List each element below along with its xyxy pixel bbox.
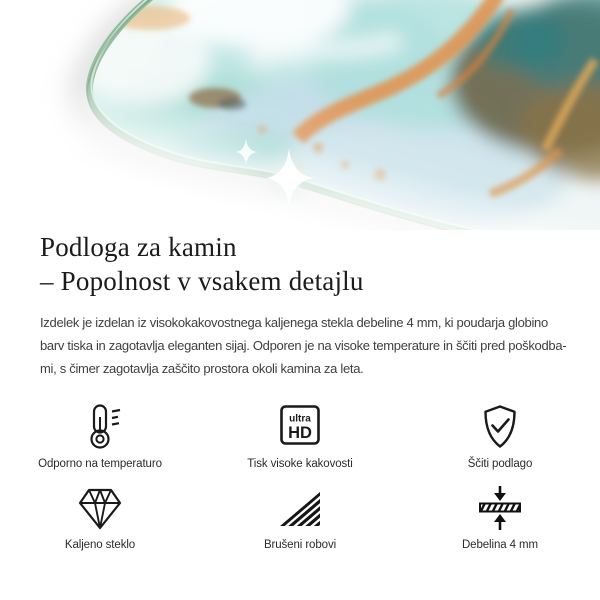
ultra-hd-badge-top: ultra bbox=[289, 413, 311, 425]
page-title bbox=[40, 230, 560, 298]
page-title-line1: Podloga za kamin bbox=[40, 232, 237, 262]
feature-label: Kaljeno steklo bbox=[64, 539, 136, 551]
description-line: mi, s čimer zagotavlja zaščito prostora okoli kamina za leta. bbox=[40, 361, 364, 376]
description-line: Izdelek je izdelan iz visokokakovostnega kaljenega stekla debeline 4 mm, ki poudarja globino bbox=[40, 315, 548, 330]
hero-product-image bbox=[0, 0, 600, 230]
product-description bbox=[40, 311, 567, 380]
ultra-hd-icon bbox=[272, 403, 328, 451]
glass-panel-illustration bbox=[0, 0, 600, 230]
description-line: barv tiska in zagotavlja eleganten sijaj. Odporen je na visoke temperature in ščiti pred poškodba- bbox=[40, 338, 567, 353]
feature-label: Ščiti podlago bbox=[467, 458, 533, 470]
thickness-icon bbox=[472, 484, 528, 532]
diamond-icon bbox=[72, 484, 128, 532]
feature-tempered-glass bbox=[0, 486, 200, 551]
feature-label: Odporno na temperaturo bbox=[38, 458, 162, 470]
feature-print-quality bbox=[200, 405, 400, 470]
thermometer-icon bbox=[72, 403, 128, 451]
feature-label: Debelina 4 mm bbox=[461, 539, 539, 551]
feature-thickness bbox=[400, 486, 600, 551]
feature-temperature-resistant bbox=[0, 405, 200, 470]
polished-edges-icon bbox=[272, 484, 328, 532]
bottom-fade-overlay bbox=[0, 0, 600, 230]
feature-label: Brušeni robovi bbox=[263, 539, 337, 551]
feature-protects-surface bbox=[400, 405, 600, 470]
page-title-line2: – Popolnost v vsakem detajlu bbox=[40, 266, 364, 296]
feature-label: Tisk visoke kakovosti bbox=[247, 458, 353, 470]
feature-polished-edges bbox=[200, 486, 400, 551]
ultra-hd-badge-bottom: HD bbox=[288, 424, 312, 442]
feature-grid bbox=[0, 405, 600, 551]
shield-check-icon bbox=[472, 403, 528, 451]
